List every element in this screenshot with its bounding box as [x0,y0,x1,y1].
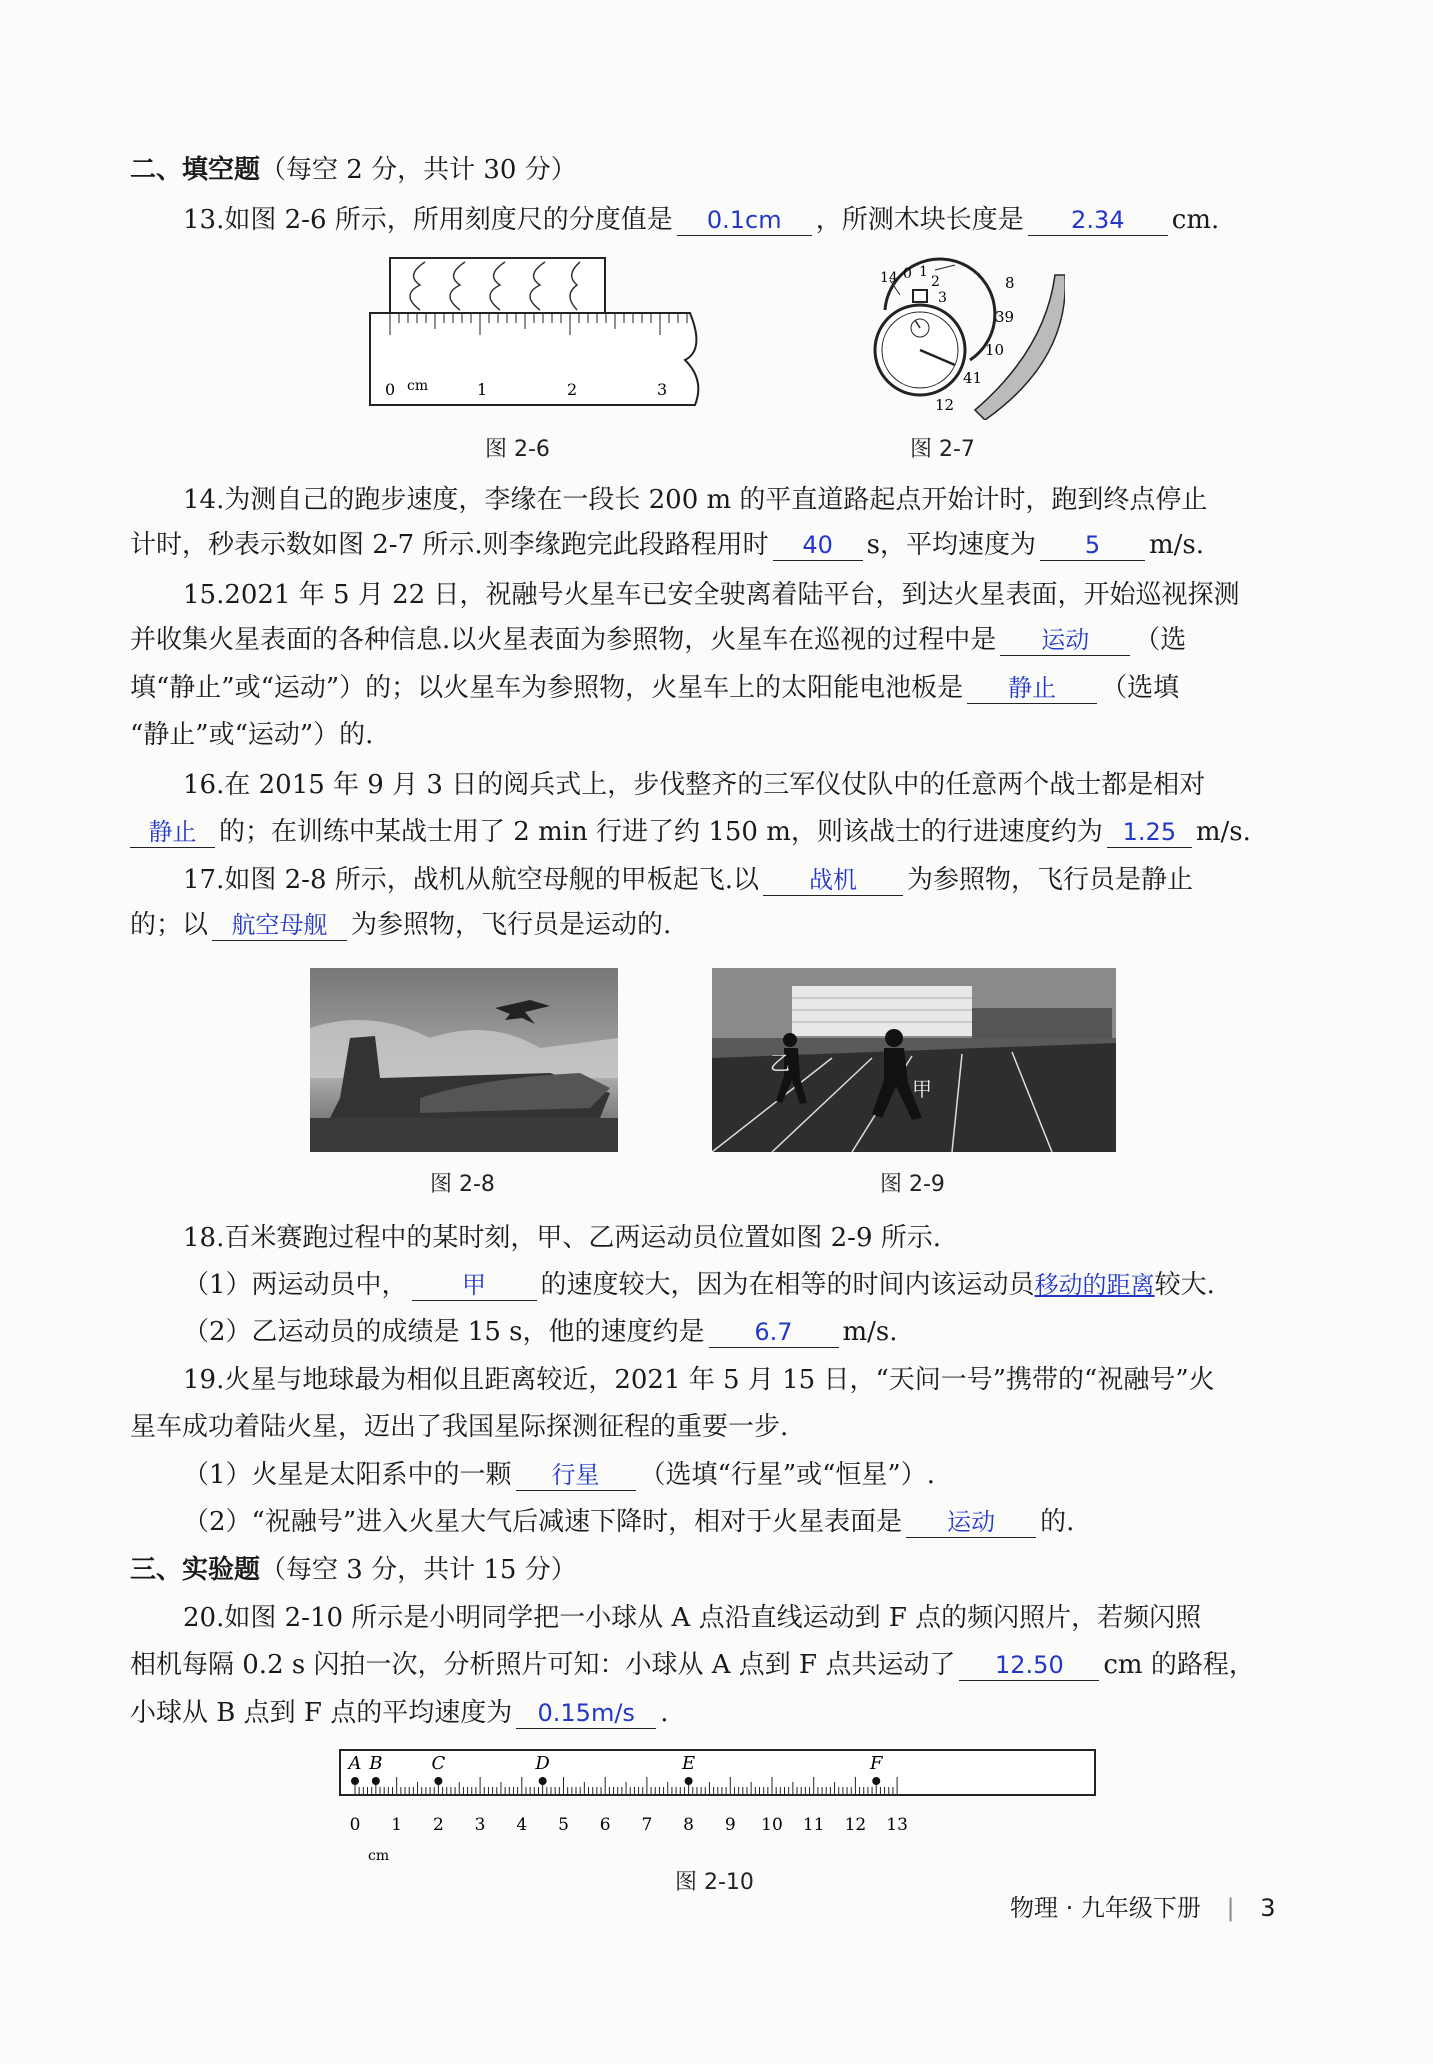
figure-2-8-carrier-photo [310,968,618,1152]
ruler-210-number-13: 13 [886,1815,908,1835]
point-D [539,1777,547,1785]
section-2-title: 二、填空题 [130,155,261,185]
footer-book-title: 物理 · 九年级下册 [1010,1894,1201,1922]
ruler-210-number-5: 5 [558,1815,569,1835]
point-E [685,1777,693,1785]
q19-p1-text-2: （选填“行星”或“恒星”）. [639,1460,935,1490]
ruler-26-label-3: 3 [657,380,668,399]
point-label-F: F [870,1753,883,1774]
q16-answer-2: 1.25 [1107,817,1192,848]
q17-text-4: 为参照物，飞行员是运动的. [351,910,672,940]
footer-page-number: 3 [1260,1894,1276,1922]
section-2-note: （每空 2 分，共计 30 分） [260,155,577,185]
q18-p2-text-1: （2）乙运动员的成绩是 15 s，他的速度约是 [183,1317,705,1347]
stopwatch-label-2: 2 [931,274,940,290]
q13-text-2: ，所测木块长度是 [815,205,1024,235]
q15-text-3: 填“静止”或“运动”）的；以火星车为参照物，火星车上的太阳能电池板是 [130,673,964,703]
q15-answer-1: 运动 [1000,625,1130,656]
question-15-line-2 [130,620,1305,660]
point-label-D: D [535,1753,550,1774]
scale-label-39: 39 [995,308,1015,326]
q19-p2-text-2: 的. [1040,1507,1075,1537]
ruler-210-unit: cm [368,1848,390,1864]
figure-2-6 [365,250,705,410]
ruler-210-number-0: 0 [349,1815,361,1835]
q20-answer-1: 12.50 [959,1650,1099,1681]
question-16-line-2 [130,812,1305,852]
runner-label-jia: 甲 [912,1077,932,1101]
figure-2-9-caption: 图 2-9 [880,1172,945,1197]
ruler-210-number-3: 3 [474,1815,486,1835]
q17-answer-1: 战机 [763,865,903,896]
q20-text-2: cm 的路程， [1103,1650,1255,1680]
q18-p1-text-1: （1）两运动员中， [183,1270,408,1300]
question-14-line-1: 14.为测自己的跑步速度，李缘在一段长 200 m 的平直道路起点开始计时，跑到终点停止 [183,485,1208,515]
q14-text-2: s，平均速度为 [866,530,1037,560]
q16-answer-1: 静止 [130,817,215,848]
q18-p2-answer-1: 6.7 [709,1317,839,1348]
q14-answer-2: 5 [1040,530,1145,561]
point-label-C: C [431,1753,446,1774]
question-20-line-1: 20.如图 2-10 所示是小明同学把一小球从 A 点沿直线运动到 F 点的频闪照片，若频闪照 [183,1603,1202,1633]
question-15-line-3 [130,668,1305,708]
question-13 [183,200,1305,240]
scale-label-10: 10 [985,341,1005,359]
question-15-line-1: 15.2021 年 5 月 22 日，祝融号火星车已安全驶离着陆平台，到达火星表面，开始巡视探测 [183,580,1240,610]
q15-answer-2: 静止 [967,673,1097,704]
q14-text-1: 计时，秒表示数如图 2-7 所示.则李缘跑完此段路程用时 [130,530,769,560]
figure-2-7 [865,250,1065,420]
q18-p1-text-2: 的速度较大，因为在相等的时间内该运动员 [540,1270,1035,1300]
question-18-part-1 [183,1265,1305,1305]
figure-2-10 [330,1745,1110,1865]
q18-p2-text-2: m/s. [842,1317,898,1347]
ruler-210-number-4: 4 [516,1815,528,1835]
stopwatch-label-14: 14 [880,270,898,286]
point-B [372,1777,380,1785]
scale-label-41: 41 [963,369,983,387]
section-3-title: 三、实验题 [130,1555,261,1585]
q16-text-1: 的；在训练中某战士用了 2 min 行进了约 150 m，则该战士的行进速度约为 [219,817,1103,847]
runner-label-yi: 乙 [770,1051,790,1075]
ruler-210-number-11: 11 [802,1815,825,1835]
q18-p1-answer-2: 移动的距离 [1034,1271,1155,1299]
ruler-210-number-9: 9 [724,1815,736,1835]
q15-text-4: （选填 [1101,673,1180,703]
stopwatch-label-1: 1 [919,264,928,280]
q17-answer-2: 航空母舰 [212,910,347,941]
ruler-210-number-6: 6 [599,1815,611,1835]
q14-text-3: m/s. [1149,530,1205,560]
page-footer [1010,1890,1276,1926]
q16-text-2: m/s. [1195,817,1251,847]
point-label-A: A [348,1753,362,1774]
figure-2-8-caption: 图 2-8 [430,1172,495,1197]
q19-p1-text-1: （1）火星是太阳系中的一颗 [183,1460,512,1490]
stopwatch-label-3: 3 [938,290,947,306]
scale-label-12: 12 [935,396,955,414]
stopwatch-label-0: 0 [903,266,912,282]
q17-text-3: 的；以 [130,910,209,940]
ruler-26-label-1: 1 [477,380,488,399]
q17-text-2: 为参照物，飞行员是静止 [907,865,1194,895]
q20-text-4: . [660,1698,669,1728]
ruler-210-number-2: 2 [432,1815,444,1835]
ruler-210-number-12: 12 [844,1815,867,1835]
question-20-line-3 [130,1693,1305,1733]
question-20-line-2 [130,1645,1305,1685]
figure-2-10-caption: 图 2-10 [675,1870,754,1895]
q13-text-1: 13.如图 2-6 所示，所用刻度尺的分度值是 [183,205,673,235]
section-3-heading [130,1550,1305,1590]
ruler-26-label-0: 0 [385,380,396,399]
q14-answer-1: 40 [773,530,863,561]
q20-answer-2: 0.15m/s [516,1698,656,1729]
footer-separator: | [1226,1894,1235,1922]
q19-p2-answer-1: 运动 [906,1507,1036,1538]
q13-answer-1: 0.1cm [677,205,812,236]
question-16-line-1: 16.在 2015 年 9 月 3 日的阅兵式上，步伐整齐的三军仪仗队中的任意两个战士都是相对 [183,770,1206,800]
point-label-B: B [369,1753,383,1774]
ruler-210-number-8: 8 [683,1815,695,1835]
ruler-26-unit: cm [407,378,429,394]
ruler-210-number-7: 7 [641,1815,653,1835]
section-3-note: （每空 3 分，共计 15 分） [260,1555,577,1585]
point-F [872,1777,880,1785]
point-label-E: E [682,1753,696,1774]
ruler-210-number-1: 1 [391,1815,403,1835]
question-19-line-2: 星车成功着陆火星，迈出了我国星际探测征程的重要一步. [130,1412,789,1442]
q15-text-2: （选 [1134,625,1187,655]
figure-2-9-runners-photo [712,968,1116,1152]
q19-p2-text-1: （2）“祝融号”进入火星大气后减速下降时，相对于火星表面是 [183,1507,903,1537]
point-A [351,1777,359,1785]
q13-answer-2: 2.34 [1028,205,1168,236]
q18-p1-text-3: 较大. [1154,1270,1215,1300]
section-2-heading [130,150,1305,190]
ruler-26-label-2: 2 [567,380,578,399]
question-18-line-1: 18.百米赛跑过程中的某时刻，甲、乙两运动员位置如图 2-9 所示. [183,1223,942,1253]
figure-2-6-caption: 图 2-6 [485,437,550,462]
question-14-line-2 [130,525,1305,565]
q20-text-1: 相机每隔 0.2 s 闪拍一次，分析照片可知：小球从 A 点到 F 点共运动了 [130,1650,956,1680]
q17-text-1: 17.如图 2-8 所示，战机从航空母舰的甲板起飞.以 [183,865,760,895]
question-19-part-2 [183,1502,1305,1542]
question-17-line-1 [183,860,1305,900]
figure-2-7-caption: 图 2-7 [910,437,975,462]
q15-text-1: 并收集火星表面的各种信息.以火星表面为参照物，火星车在巡视的过程中是 [130,625,997,655]
question-18-part-2 [183,1312,1305,1352]
q18-p1-answer-1: 甲 [412,1270,537,1301]
ruler-210-number-10: 10 [761,1815,783,1835]
scale-label-8: 8 [1005,274,1015,292]
point-C [434,1777,442,1785]
q19-p1-answer-1: 行星 [516,1460,636,1491]
wood-block [390,258,605,313]
question-15-line-4: “静止”或“运动”）的. [130,720,374,750]
question-19-part-1 [183,1455,1305,1495]
question-19-line-1: 19.火星与地球最为相似且距离较近，2021 年 5 月 15 日，“天问一号”携带的“祝融号”火 [183,1365,1215,1395]
q20-text-3: 小球从 B 点到 F 点的平均速度为 [130,1698,513,1728]
q13-text-3: cm. [1171,205,1220,235]
question-17-line-2 [130,905,1305,945]
